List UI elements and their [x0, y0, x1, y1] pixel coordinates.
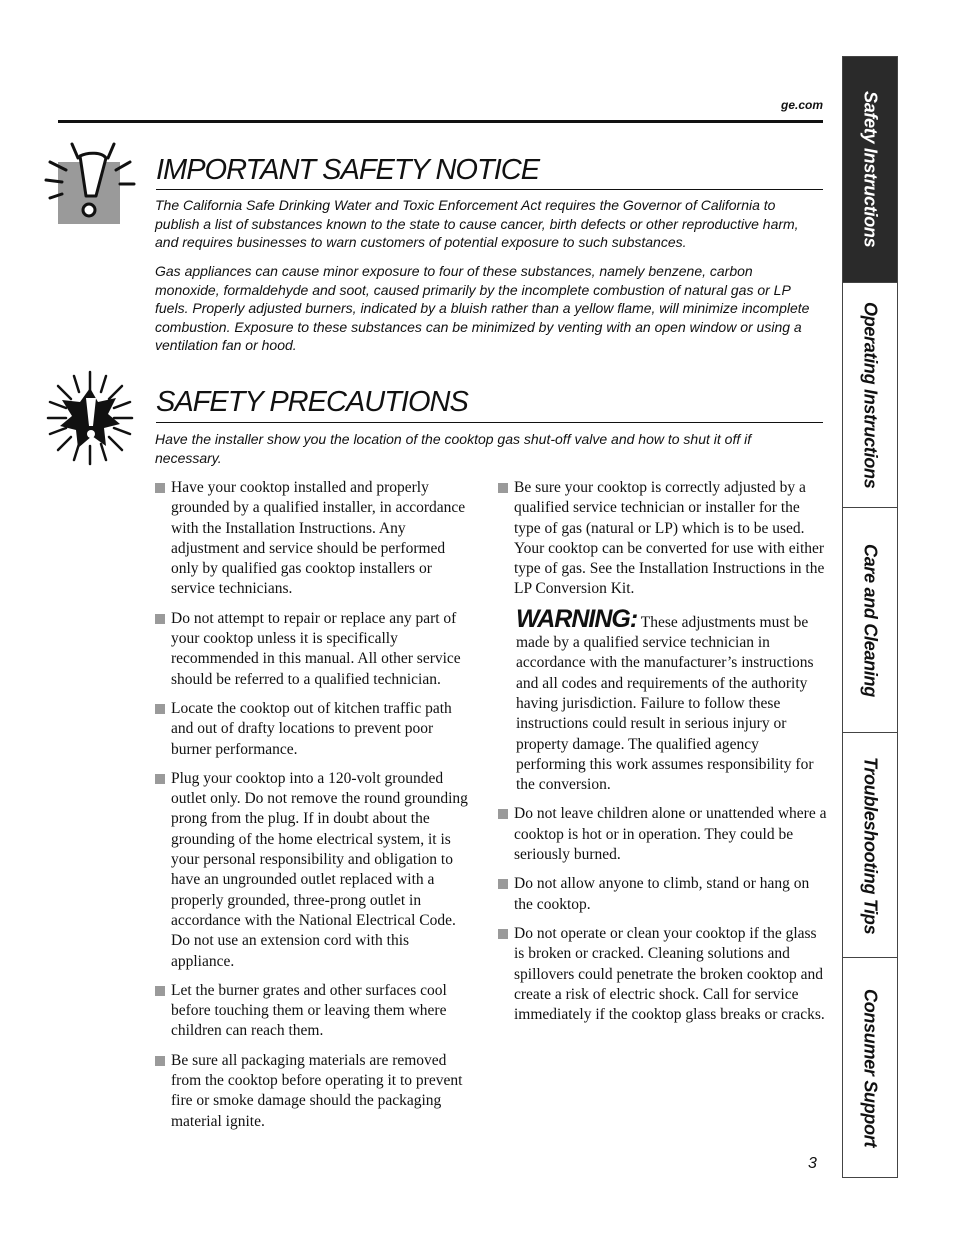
- precautions-intro: Have the installer show you the location of the cooktop gas shut-off valve and how to shut it off if necessary.: [155, 431, 752, 466]
- list-item: Do not operate or clean your cooktop if the glass is broken or cracked. Cleaning solutions and spillovers could penetrate the broken cooktop and create a risk of electric shock. Call for service immediately if the cooktop glass breaks or cracks.: [498, 924, 828, 1025]
- section-tabs: [842, 56, 898, 1178]
- list-item: Locate the cooktop out of kitchen traffic path and out of drafty locations to prevent poor burner performance.: [155, 699, 475, 760]
- bullet-square-icon: [155, 774, 165, 784]
- bullet-square-icon: [155, 614, 165, 624]
- list-item: Do not leave children alone or unattended where a cooktop is hot or in operation. They could be seriously burned.: [498, 804, 828, 865]
- warning-paragraph: [516, 604, 828, 796]
- tab-safety-instructions[interactable]: Safety Instructions: [843, 57, 897, 282]
- notice-rule: [156, 189, 823, 190]
- list-item: Have your cooktop installed and properly grounded by a qualified installer, in accordance with the Installation Instructions. Any adjustment and service should be performed only by qualified gas cooktop installers or service technicians.: [155, 478, 475, 600]
- precautions-rule: [156, 422, 823, 423]
- warning-label: WARNING:: [516, 604, 638, 633]
- list-item: Do not allow anyone to climb, stand or hang on the cooktop.: [498, 874, 828, 915]
- precautions-right-column: [498, 478, 828, 1034]
- precautions-left-column: [155, 478, 475, 1141]
- precautions-title: SAFETY PRECAUTIONS: [156, 386, 468, 418]
- tab-operating-instructions[interactable]: Operating Instructions: [843, 282, 897, 508]
- bullet-square-icon: [155, 704, 165, 714]
- tab-consumer-support[interactable]: Consumer Support: [843, 957, 897, 1178]
- page-number: 3: [808, 1155, 817, 1172]
- notice-title: IMPORTANT SAFETY NOTICE: [156, 154, 540, 186]
- tab-care-and-cleaning[interactable]: Care and Cleaning: [843, 507, 897, 733]
- site-url: ge.com: [780, 98, 823, 112]
- list-item: Plug your cooktop into a 120-volt grounded outlet only. Do not remove the round grounding prong from the plug. If in doubt about the grounding of the home electrical system, it is your personal responsibility and obligation to have an ungrounded outlet replaced with a properly grounded, three-prong outlet in accordance with the National Electrical Code. Do not use an extension cord with this appliance.: [155, 769, 475, 972]
- tab-troubleshooting-tips[interactable]: Troubleshooting Tips: [843, 732, 897, 958]
- bullet-square-icon: [155, 986, 165, 996]
- bullet-square-icon: [155, 1056, 165, 1066]
- exclamation-warning-icon: [44, 140, 136, 232]
- warning-text: These adjustments must be made by a qualified service technician in accordance with the manufacturer’s instructions and all codes and requirements of the authority having jurisdiction. Failure to follow these instructions could result in serious injury or property damage. The qualified agency performing this work assumes responsibility for the conversion.: [516, 613, 814, 794]
- bullet-square-icon: [498, 929, 508, 939]
- list-item: Be sure all packaging materials are removed from the cooktop before operating it to prevent fire or smoke damage should the packaging material ignite.: [155, 1051, 475, 1132]
- list-item: Do not attempt to repair or replace any part of your cooktop unless it is specifically recommended in this manual. All other service should be referred to a qualified technician.: [155, 609, 475, 690]
- bullet-square-icon: [498, 809, 508, 819]
- burst-warning-icon: [44, 370, 136, 466]
- list-item: Be sure your cooktop is correctly adjusted by a qualified service technician or installer for the type of gas (natural or LP) which is to be used. Your cooktop can be converted for use with either type of gas. See the Installation Instructions in the LP Conversion Kit.: [498, 478, 828, 600]
- header-rule: [58, 120, 823, 123]
- bullet-square-icon: [155, 483, 165, 493]
- list-item: Let the burner grates and other surfaces cool before touching them or leaving them where children can reach them.: [155, 981, 475, 1042]
- bullet-square-icon: [498, 879, 508, 889]
- notice-paragraph-2: Gas appliances can cause minor exposure to four of these substances, namely benzene, carbon monoxide, formaldehyde and soot, caused primarily by the incomplete combustion of natural gas or LP fuels. Properly adjusted burners, indicated by a bluish rather than a yellow flame, will minimize incomplete combustion. Exposure to these substances can be minimized by venting with an open window or using a ventilation fan or hood.: [155, 263, 810, 354]
- bullet-square-icon: [498, 483, 508, 493]
- notice-paragraph-1: The California Safe Drinking Water and Toxic Enforcement Act requires the Governor of California to publish a list of substances known to the state to cause cancer, birth defects or other reproductive harm, and requires businesses to warn customers of potential exposure to such substances.: [155, 197, 799, 251]
